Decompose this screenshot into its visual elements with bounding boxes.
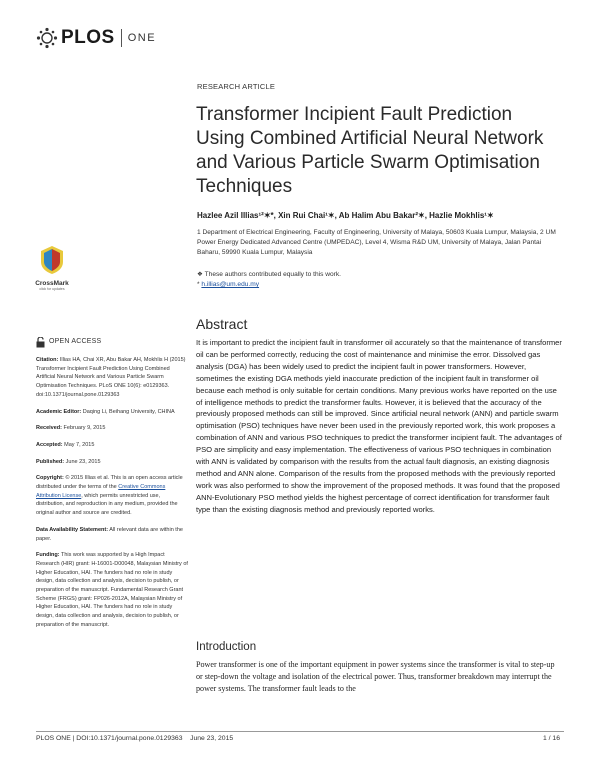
author-list: Hazlee Azil Illias¹²✶*, Xin Rui Chai¹✶, Ab Halim Abu Bakar²✶, Hazlie Mokhlis¹✶	[197, 211, 494, 220]
logo-word: PLOS	[61, 27, 115, 48]
footer-citation	[36, 735, 233, 742]
funding-block	[36, 551, 188, 629]
equal-contrib-icon: ❖	[197, 271, 205, 278]
editor-block	[36, 408, 188, 417]
editor-label: Academic Editor:	[36, 408, 82, 415]
plos-one-logo[interactable]	[36, 26, 156, 50]
accepted-date: May 7, 2015	[64, 441, 95, 448]
data-availability-text: All relevant data are within the paper.	[36, 526, 183, 542]
contrib-note-row	[197, 270, 497, 280]
footer-divider	[36, 731, 564, 732]
crossmark-icon	[39, 245, 65, 275]
open-access-label: OPEN ACCESS	[49, 338, 102, 346]
received-date: February 9, 2015	[63, 425, 106, 432]
introduction-text: Power transformer is one of the important equipment in power systems since the transformer is vital to step-up or step-down the voltage and isolation of the electrical power. Thus, transformer breakdown may interrupt the power systems. The transformer fault leads to the	[196, 660, 555, 693]
article-title: Transformer Incipient Fault Prediction Using Combined Artificial Neural Network and Various Particle Swarm Optimisation Techniques	[196, 104, 544, 197]
editor-text: Daqing Li, Beihang University, CHINA	[82, 408, 175, 415]
crossmark-label: CrossMark	[35, 280, 69, 287]
data-availability-label: Data Availability Statement:	[36, 526, 109, 533]
copyright-pre: © 2015 Illias et al. This is an open access article distributed under the terms of the	[36, 475, 183, 491]
crossmark-sub: click for updates	[39, 287, 65, 291]
open-access-badge	[36, 337, 188, 348]
open-lock-icon	[36, 337, 45, 348]
received-block	[36, 424, 188, 433]
author-notes	[197, 270, 497, 290]
copyright-post: , which permits unrestricted use, distribution, and reproduction in any medium, provided the original author and source are credited.	[36, 492, 178, 517]
asterisk-marker: *	[197, 281, 202, 288]
published-label: Published:	[36, 458, 65, 465]
corresponding-email-link[interactable]: h.illias@um.edu.my	[201, 281, 260, 288]
contrib-note: These authors contributed equally to this work.	[204, 271, 341, 278]
funding-text: This work was supported by a High Impact Research (HIR) grant: H-16001-D00048, Malaysian Ministry of Higher Education, HAI. The funders had no role in study design, data collection and analysis, decision to publish, or preparation of the manuscript. Fundamental Research Grant Scheme (FRGS) grant: FP026-2012A, Malaysian Ministry of Higher Education, HAI. The funders had no role in study design, data collection and analysis, decision to publish, or preparation of the manuscript.	[36, 552, 188, 628]
plos-logo-icon	[36, 27, 58, 49]
email-row	[197, 280, 497, 290]
abstract-text: It is important to predict the incipient fault in transformer oil accurately so that the maintenance of transformer oil can be performed correctly, reducing the cost of maintenance and minimise the error. Dissolved gas analysis (DGA) has been widely used to predict the incipient fault in power transformers. However, sometimes the existing DGA methods yield inaccurate prediction of the incipient fault in transformer oil because each method is only suitable for certain conditions. Many previous works have reported on the use of intelligence methods to predict the transformer faults. However, it is believed that the accuracy of the previously proposed methods can still be improved. Since artificial neural network (ANN) and particle swarm optimisation (PSO) techniques have never been used in the previously reported work, this work proposes a combination of ANN and various PSO techniques to predict the transformer incipient fault. The advantages of PSO are simplicity and easy implementation. The effectiveness of various PSO techniques in combination with ANN is validated by comparison with the results from the actual fault diagnosis, an existing diagnosis method and ANN alone. Comparison of the results from the proposed methods with the previously reported work was also performed to show the improvement of the proposed methods. It was found that the proposed ANN-Evolutionary PSO method yields the highest percentage of correct identification for transformer fault type than the existing diagnosis method and previously reported works.	[196, 338, 562, 514]
funding-label: Funding:	[36, 552, 60, 559]
accepted-block	[36, 441, 188, 450]
citation-block	[36, 356, 188, 400]
published-block	[36, 458, 188, 467]
page-number: 1 / 16	[542, 735, 560, 742]
crossmark-badge[interactable]	[32, 245, 72, 291]
article-type: RESEARCH ARTICLE	[197, 82, 276, 91]
footer-journal-doi: PLOS ONE | DOI:10.1371/journal.pone.0129363	[36, 735, 183, 742]
copyright-block	[36, 474, 188, 518]
logo-divider	[121, 29, 122, 47]
logo-journal: ONE	[127, 32, 157, 44]
copyright-label: Copyright:	[36, 475, 64, 482]
accepted-label: Accepted:	[36, 441, 63, 448]
published-date: June 23, 2015	[65, 458, 101, 465]
article-info-sidebar	[36, 337, 188, 638]
license-link[interactable]: Creative Commons Attribution License	[36, 484, 166, 499]
introduction-heading: Introduction	[196, 641, 257, 653]
abstract-heading: Abstract	[196, 316, 248, 332]
citation-label: Citation:	[36, 357, 59, 363]
data-availability-block	[36, 526, 188, 543]
citation-text: Illias HA, Chai XR, Abu Bakar AH, Mokhlis H (2015) Transformer Incipient Fault Prediction Using Combined Artificial Neural Network and Various Particle Swarm Optimisation Techniques. PLoS ONE 10(6): e0129363. doi:10.1371/journal.pone.0129363	[36, 357, 186, 398]
received-label: Received:	[36, 425, 62, 432]
affiliations: 1 Department of Electrical Engineering, Faculty of Engineering, University of Malaya, 50603 Kuala Lumpur, Malaysia, 2 UM Power Energy Dedicated Advanced Centre (UMPEDAC), Level 4, Wisma R&D UM, University of Malaya, Jalan Pantai Baharu, 59990 Kuala Lumpur, Malaysia	[197, 229, 556, 256]
footer-date: June 23, 2015	[190, 735, 234, 742]
